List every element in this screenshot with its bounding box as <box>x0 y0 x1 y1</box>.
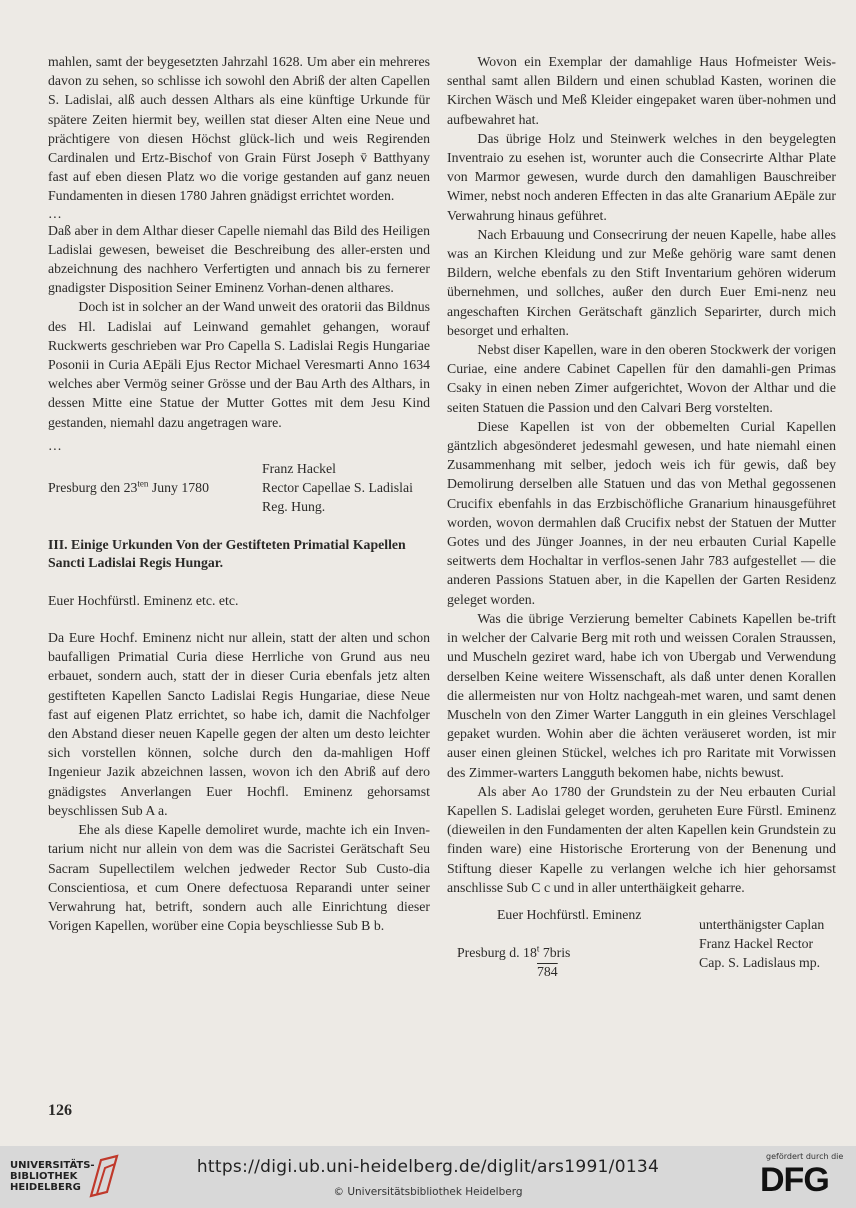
funding-note: gefördert durch die <box>766 1152 844 1161</box>
section-heading: III. Einige Urkunden Von der Gestifteten Primatial Kapellen Sancti Ladislai Regis Hungar. <box>48 536 406 571</box>
permalink-url[interactable]: https://digi.ub.uni-heidelberg.de/diglit/ars1991/0134 <box>196 1157 660 1177</box>
right-paragraph-4: Nebst diser Kapellen, ware in den oberen Stockwerk der vorigen Curiae, eine andere Cabinet Capellen für den damahli-gen Primas Csaky in einen neben Zimer aufgerichtet, Wovon der Althar und die seiten Statuen die Passion und den Calvari Berg vorstelten. <box>447 342 836 415</box>
left-paragraph-3: Doch ist in solcher an der Wand unweit des oratorii das Bildnus des Hl. Ladislai auf Leinwand gemahlet gehangen, worauf Ruckwerts geschrieben war Pro Capella S. Ladislai Regis Hungariae Posonii in Curia AEpäli Ejus Rector Michael Veresmarti Anno 1634 welches aber Vermög seiner Grösse und der Bau Arth des Althars, in dessen Mitte eine Statue der Mutter Gottes mit dem Jesu Kind gestanden, niemahl dazu angetragen ware. <box>48 299 430 430</box>
copyright-notice: © Universitätsbibliothek Heidelberg <box>333 1186 523 1198</box>
right-paragraph-2: Das übrige Holz und Steinwerk welches in den beygelegten Inventraio zu esehen ist, worunter auch die Consecrirte Althar Plate von Marmor gewesen, wurde durch den damahligen Bauschreiber Wimer, nebst noch anderen Effecten in das alte Granarium AEpäle zur Verwahrung hinaus geführet. <box>447 130 836 223</box>
signatory-title: Cap. S. Ladislaus mp. <box>699 954 821 970</box>
left-paragraph-2: Daß aber in dem Althar dieser Capelle niemahl das Bild des Heiligen Ladislai gewesen, beweiset die Beschreibung des aller-ersten und abzeichnung des nachhero Verfertigten und annach bis zu fernerer gnadigster Disposition Seiner Eminenz Vorhan-denen althares. <box>48 222 430 296</box>
footer-bar <box>0 1146 856 1208</box>
closing-formula: Euer Hochfürstl. Eminenz <box>497 906 642 922</box>
signatory-name: Franz Hackel <box>262 460 336 476</box>
signature-year: 784 <box>537 963 558 979</box>
library-logo-text: UNIVERSITÄTS- BIBLIOTHEK HEIDELBERG <box>10 1160 95 1193</box>
right-column <box>447 52 836 995</box>
signature-place-date: Presburg d. 18$^t$ 7bris <box>457 943 571 960</box>
signatory-block <box>699 915 824 972</box>
letter-signature <box>447 905 836 995</box>
dfg-logo: DFG <box>760 1161 829 1199</box>
signatory-title: Rector Capellae S. Ladislai <box>262 479 413 495</box>
right-paragraph-7: Als aber Ao 1780 der Grundstein zu der Neu erbauten Curial Kapellen S. Ladislai geleget worden, geruheten Eure Fürstl. Eminenz (dieweilen in den Fundamenten der alten Kapellen kein Grundstein zu finden ware) eine Historische Erorterung von der Benenung und Stiftung dieser Kapelle zu verlangen welche ich hier gehorsamst anschlisse Sub C c und in aller unterthäigkeit geharre. <box>447 783 836 895</box>
page-number: 126 <box>48 1102 72 1119</box>
left-paragraph-4: Da Eure Hochf. Eminenz nicht nur allein, statt der alten und schon baufalligen Primatial Curia diese Herrliche von Grund aus neu erbauet, sondern auch, statt der in dieser Curia ebenfals jetz alten gestifteten Kapellen Sancto Ladislai Regis Hungariae, diese Neue fast auf eigenen Platz errichtet, so habe ich, damit die Nachfolger den Abstand dieser neuen Kapelle gegen der alten um desto leichter sich vorstellen können, solche durch den da-mahligen Hoff Ingenieur Jazik abzeichnen lassen, wovon ich den Abriß auf dero gnädigstes Anverlangen Euer Hochfl. Eminenz gehorsamst beyschlissen Sub A a. <box>48 630 430 818</box>
salutation: Euer Hochfürstl. Eminenz etc. etc. <box>48 592 239 608</box>
left-column <box>48 52 430 935</box>
right-paragraph-5: Diese Kapellen ist von der obbemelten Curial Kapellen gäntzlich abgesönderet jedesmahl gewesen, und hate niemahl einen Zusammenhang mit selber, jedoch weis ich für gewis, daß bey Demolirung derselben alle Statuen und das von Methal gegossenen Crucifix ebenfahls in das Erzbischöfliche Granarium hinausgeführet worden, wovon dermahlen daß Crucifix nebst der Statuen der Mutter Gotes und des Jünger Joannes, in der neu erbauten Curial Kapelle seitwerts dem Hochaltar in verflos-senen Jahr 783 aufgestellet — die anderen Passions Statuen aber, in die Kapellen der Garten Residenz geleget worden. <box>447 418 836 607</box>
signatory-title: Reg. Hung. <box>262 498 326 514</box>
signatory-title: unterthänigster Caplan <box>699 916 825 932</box>
right-paragraph-1: Wovon ein Exemplar der damahlige Haus Hofmeister Weis-senthal samt allen Bildern und einen schublad Kasten, worinen die Kirchen Wäsch und Meß Kleider eingepaket waren über-nohmen und aufbewahret hat. <box>447 54 836 127</box>
signatory-name: Franz Hackel Rector <box>699 935 814 951</box>
letter-signature <box>48 459 430 516</box>
left-paragraph-5: Ehe als diese Kapelle demoliret wurde, machte ich ein Inven-tarium nicht nur allein von dem was die Sacristei Gerätschaft Seu Sacram Supellectilem welchen jedweder Rector Sub Custo-dia Conscientiosa, et cum Onere defectuosa Reparandi unter seiner Verwahrung hat, betrift, sondern auch alle Einrichtung dieser Vorigen Kapellen, worüber eine Copia beyschliesse Sub B b. <box>48 822 430 934</box>
right-paragraph-3: Nach Erbauung und Consecrirung der neuen Kapelle, habe alles was an Kirchen Kleidung und zur Meße gehörig ware samt denen Bildern, welche ebenfals zu den Stift Inventarium gehören widerum übernehmen, und sollches, außer den durch Euer Emi-nenz neu angeschaften Kirchen Gerätschaft gänzlich Separirter, durch mich besorget und erhalten. <box>447 226 836 338</box>
left-paragraph-1: mahlen, samt der beygesetzten Jahrzahl 1628. Um aber ein mehreres davon zu sehen, so schlisse ich sowohl den Abriß der alten Capellen S. Ladislai, alß auch dessen Althars als eine künftige Urkunde für spätere Zeiten hiermit bey, weillen stat dieser Alten eine Neue und prächtigere von diesen Höchst glück-lich und weis Regirenden Cardinalen und Ertz-Bischof von Grain Fürst Joseph v̄ Batthyany fast auf eben diesen Platz wo die vorige gestanden auf ganz neuen Fundamenten in diesen 1780 Jahren gnädigst errichtet worden. <box>48 54 430 204</box>
right-paragraph-6: Was die übrige Verzierung bemelter Cabinets Kapellen be-trift in welcher der Calvarie Berg mit roth und weissen Coralen Straussen, und Muscheln geziret ward, habe ich von Ubergab und Verwendung derselben Keine weitere Wissenschaft, als daß unter denen Korallen die allermeisten nur von Holtz nachgeah-met waren, und samt denen Muscheln von den Zimer Warter Langguth in ein gleines Verschlagel gepaket wurden. Wohin aber die ächten veräuseret worden, ist mir auser einen gleinen Stückel, welches ich pro Raritate mit Vorwissen des Zimmer-warters Langguth bekomen habe, nichts bewust. <box>447 610 836 780</box>
ellipsis: … <box>48 437 62 453</box>
ellipsis: … <box>48 205 62 221</box>
signature-place-date: Presburg den $23^{ten}$ Juny 1780 <box>48 478 209 495</box>
